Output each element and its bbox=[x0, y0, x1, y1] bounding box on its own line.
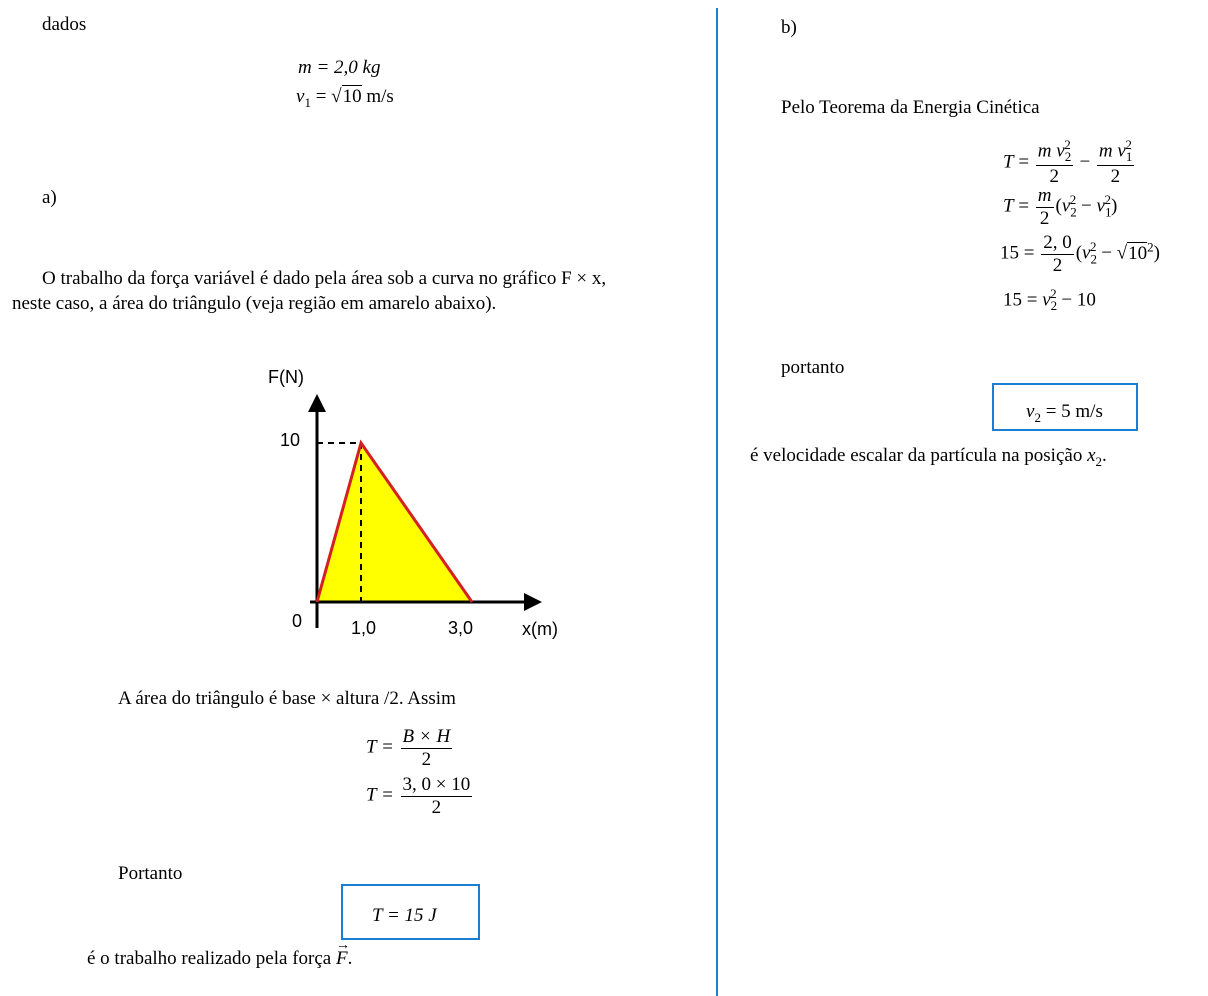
x-axis-label: x(m) bbox=[522, 619, 558, 639]
intro-line-1: O trabalho da força variável é dado pela área sob a curva no gráfico F × x, bbox=[42, 268, 607, 289]
given-velocity: $v_1 = √10$ m/s bbox=[296, 86, 394, 110]
force-displacement-chart bbox=[240, 360, 580, 650]
result-caption-b: é velocidade escalar da partícula na posição $x_2$. bbox=[750, 445, 1107, 469]
x-axis-arrow bbox=[524, 593, 542, 611]
conclusion-label-b: portanto bbox=[781, 357, 845, 378]
part-b-label: b) bbox=[781, 17, 797, 38]
result-a: T = 15 J bbox=[372, 905, 437, 926]
energy-eq-3: 15 = $\frac{2, 0}{2}$ $(v_2^2 - √10^2)$ bbox=[1000, 232, 1160, 276]
equation-1: T = $\frac{B \times H}{2}$ bbox=[366, 726, 451, 770]
y-axis-arrow bbox=[308, 394, 326, 412]
equation-2: T = $\frac{3, 0 \times 10}{2}$ bbox=[366, 774, 471, 818]
given-mass: m = 2,0 kg bbox=[298, 57, 381, 78]
given-label: dados bbox=[42, 14, 87, 35]
y-axis-label: F(N) bbox=[268, 367, 304, 387]
energy-eq-4: $15 = v_2^2 - 10$ bbox=[1003, 286, 1096, 314]
y-tick-10: 10 bbox=[280, 430, 301, 450]
theorem-label: Pelo Teorema da Energia Cinética bbox=[781, 97, 1040, 118]
area-sentence: A área do triângulo é base × altura /2. Assim bbox=[118, 688, 456, 709]
origin-label: 0 bbox=[292, 611, 303, 631]
energy-eq-2: T = $\frac{m}{2}$ $(v_2^2 - v_1^2)$ bbox=[1003, 185, 1118, 229]
result-box-a bbox=[341, 884, 480, 940]
part-a-label: a) bbox=[42, 187, 57, 208]
result-box-b bbox=[992, 383, 1138, 431]
column-divider bbox=[716, 8, 718, 996]
energy-eq-1: T = $\frac{m v_2^2}{2}$ − $\frac{m v_1^2}{2}$ bbox=[1003, 137, 1133, 188]
conclusion-label-a: Portanto bbox=[118, 863, 183, 884]
result-caption-a: é o trabalho realizado pela força → F. bbox=[87, 938, 353, 969]
x-tick-3: 3,0 bbox=[448, 618, 474, 638]
intro-line-2: neste caso, a área do triângulo (veja região em amarelo abaixo). bbox=[12, 293, 497, 314]
x-tick-1: 1,0 bbox=[351, 618, 377, 638]
result-b: $v_2 = 5$ m/s bbox=[1026, 401, 1103, 425]
